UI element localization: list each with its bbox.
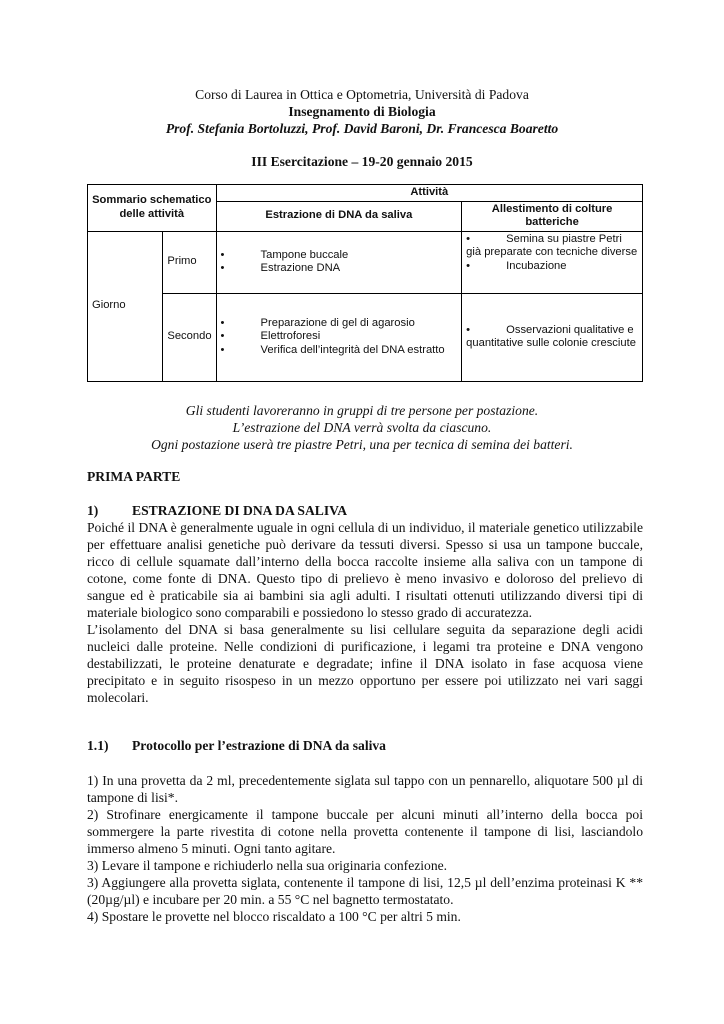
day-group-cell: Giorno — [88, 231, 163, 381]
list-item: • Estrazione DNA — [220, 262, 341, 274]
part-heading: PRIMA PARTE — [87, 469, 181, 484]
summary-header-cell: Sommario schematico delle attività — [88, 185, 217, 232]
bacterial-culture-header: Allestimento di colture batteriche — [462, 201, 643, 231]
section-title: ESTRAZIONE DI DNA DA SALIVA — [132, 503, 348, 518]
day-first-cell: Primo — [163, 231, 216, 293]
dna-extraction-header: Estrazione di DNA da saliva — [216, 201, 462, 231]
protocol-step: 2) Strofinare energicamente il tampone buccale per alcuni minuti all’interno della bocca poi sommergere la parte rivestita di cotone nella provetta contenente il tampone di lisi, lasciandolo immerso almeno 5 minuti. Ogni tanto agitare. — [87, 807, 643, 856]
protocol-steps — [87, 772, 643, 925]
day1-culture-activities — [462, 231, 643, 293]
section-heading — [87, 503, 347, 519]
day-second-cell: Secondo — [163, 293, 216, 381]
summary-table — [87, 184, 643, 382]
subsection-heading — [87, 738, 386, 754]
protocol-step: 1) In una provetta da 2 ml, precedentemente siglata sul tappo con un pennarello, aliquotare 500 µl di tampone di lisi*. — [87, 773, 643, 805]
protocol-step: 4) Spostare le provette nel blocco riscaldato a 100 °C per altri 5 min. — [87, 909, 461, 924]
intro-text — [87, 519, 643, 706]
paragraph: L’isolamento del DNA si basa generalmente su lisi cellulare seguita da separazione degli acidi nucleici dalle proteine. Nelle condizioni di purificazione, i legami tra proteine e DNA vengono destabilizzati, le proteine denaturate e degradate; infine il DNA isolato in fase acquosa viene precipitato e in seguito risospeso in un mezzo opportuno per essere poi utilizzato nei vari saggi molecolari. — [87, 622, 643, 705]
list-item: • Elettroforesi — [220, 330, 321, 343]
note-extraction: L’estrazione del DNA verrà svolta da ciascuno. — [232, 420, 492, 435]
day1-dna-activities — [216, 231, 462, 293]
subsection-number: 1.1) — [87, 738, 109, 753]
protocol-step: 3) Aggiungere alla provetta siglata, contenente il tampone di lisi, 12,5 µl dell’enzima proteinasi K ** (20µg/µl) e incubare per 20 min. a 55 °C nel bagnetto termostatato. — [87, 875, 643, 907]
course-subject: Insegnamento di Biologia — [288, 104, 436, 119]
course-line: Corso di Laurea in Ottica e Optometria, Università di Padova — [195, 87, 529, 102]
note-groups: Gli studenti lavoreranno in gruppi di tre persone per postazione. — [185, 403, 539, 418]
list-item: • Verifica dell’integrità del DNA estratto — [220, 343, 445, 356]
document-title: III Esercitazione – 19-20 gennaio 2015 — [251, 154, 473, 169]
day2-dna-activities — [216, 293, 462, 381]
day2-culture-activities — [462, 293, 643, 381]
list-item: • Tampone buccale — [220, 248, 349, 261]
subsection-title: Protocollo per l’estrazione di DNA da saliva — [132, 738, 386, 753]
section-number: 1) — [87, 503, 99, 518]
list-item: • Semina su piastre Petri già preparate con tecniche diverse — [466, 232, 638, 258]
list-item: • Preparazione di gel di agarosio — [220, 316, 415, 329]
teachers-line: Prof. Stefania Bortoluzzi, Prof. David Baroni, Dr. Francesca Boaretto — [165, 121, 559, 136]
note-petri: Ogni postazione userà tre piastre Petri, una per tecnica di semina dei batteri. — [151, 437, 573, 452]
paragraph: Poiché il DNA è generalmente uguale in ogni cellula di un individuo, il materiale genetico utilizzabile per effettuare analisi genetiche può derivare da tessuti diversi. Spesso si usa un tampone buccale, ricco di cellule squamate dall’interno della bocca raccolte insieme alla saliva con un tampone di cotone, come fonte di DNA. Questo tipo di prelievo è meno invasivo e doloroso del prelievo di sangue ed è praticabile sia ai bambini sia agli adulti. I risultati ottenuti utilizzando diversi tipi di materiale biologico sono comparabili e possiedono lo stesso grado di accuratezza. — [87, 520, 643, 620]
activities-header: Attività — [216, 185, 642, 202]
protocol-step: 3) Levare il tampone e richiuderlo nella sua originaria confezione. — [87, 858, 448, 873]
list-item: • Osservazioni qualitative e quantitative sulle colonie cresciute — [466, 323, 636, 349]
list-item: • Incubazione — [466, 259, 567, 272]
